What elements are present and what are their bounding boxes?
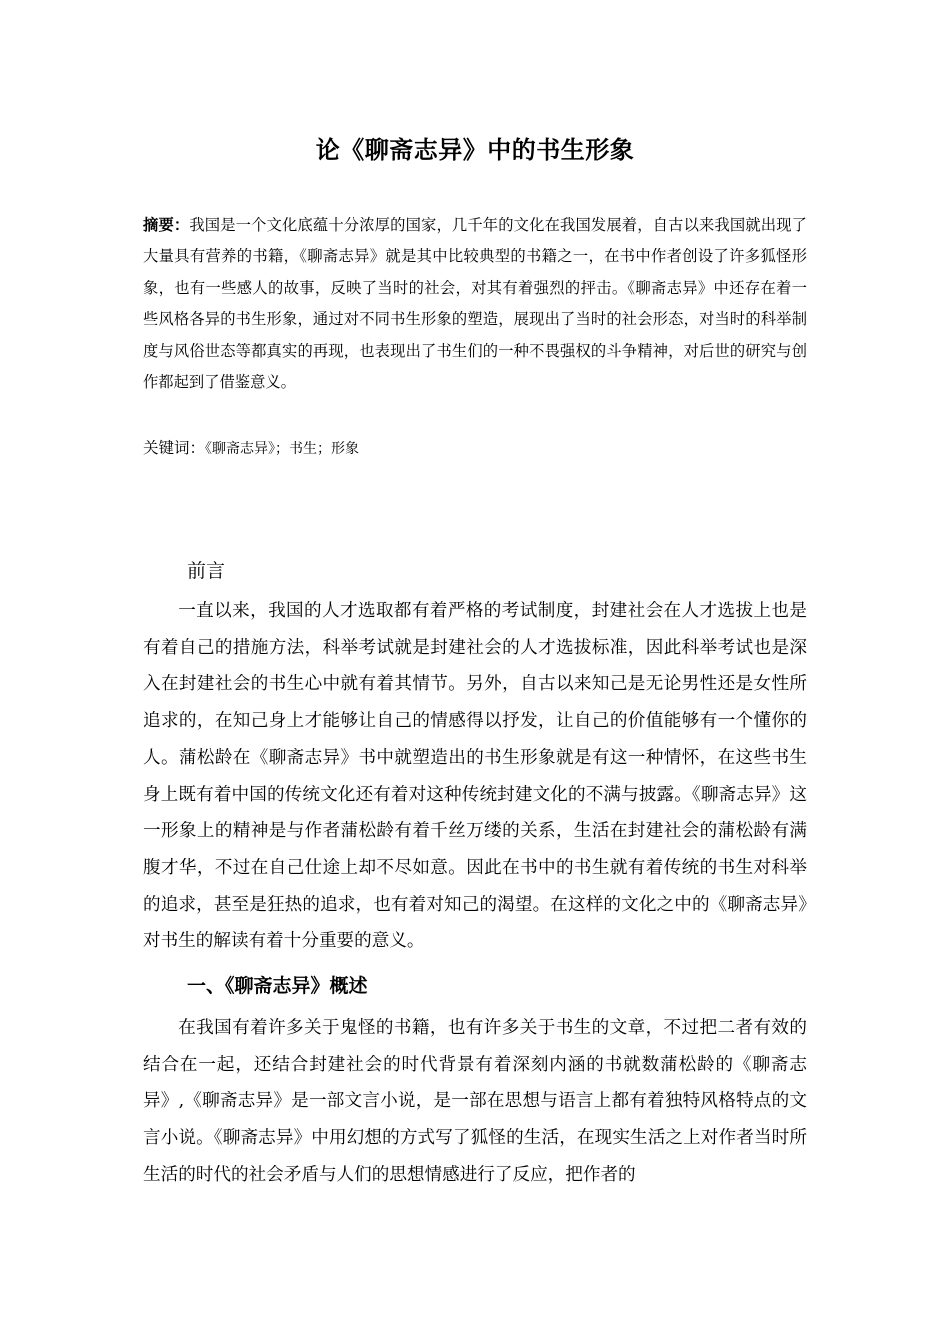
abstract-label: 摘要： <box>143 216 190 234</box>
abstract-block <box>143 210 807 398</box>
keywords-label: 关键词： <box>143 439 206 457</box>
keywords-block <box>143 433 807 464</box>
preface-heading: 前言 <box>187 560 226 582</box>
abstract-text: 我国是一个文化底蕴十分浓厚的国家，几千年的文化在我国发展着，自古以来我国就出现了大量具有营养的书籍，《聊斋志异》就是其中比较典型的书籍之一，在书中作者创设了许多狐怪形象，也有一些感人的故事，反映了当时的社会，对其有着强烈的抨击。《聊斋志异》中还存在着一些风格各异的书生形象，通过对不同书生形象的塑造，展现出了当时的社会形态，对当时的科举制度与风俗世态等都真实的再现，也表现出了书生们的一种不畏强权的斗争精神，对后世的研究与创作都起到了借鉴意义。 <box>143 216 807 392</box>
section1-heading: 一、《聊斋志异》概述 <box>187 975 368 997</box>
preface-paragraph: 一直以来，我国的人才选取都有着严格的考试制度，封建社会在人才选拔上也是有着自己的措施方法，科举考试就是封建社会的人才选拔标准，因此科举考试也是深入在封建社会的书生心中就有着其情节。另外，自古以来知己是无论男性还是女性所追求的，在知己身上才能够让自己的情感得以抒发，让自己的价值能够有一个懂你的人。蒲松龄在《聊斋志异》书中就塑造出的书生形象就是有这一种情怀，在这些书生身上既有着中国的传统文化还有着对这种传统封建文化的不满与披露。《聊斋志异》这一形象上的精神是与作者蒲松龄有着千丝万缕的关系，生活在封建社会的蒲松龄有满腹才华，不过在自己仕途上却不尽如意。因此在书中的书生就有着传统的书生对科举的追求，甚至是狂热的追求，也有着对知己的渴望。在这样的文化之中的《聊斋志异》对书生的解读有着十分重要的意义。 <box>143 601 807 952</box>
keywords-text: 《聊斋志异》；书生；形象 <box>205 441 360 457</box>
document-title: 论《聊斋志异》中的书生形象 <box>315 136 635 164</box>
section1-paragraph: 在我国有着许多关于鬼怪的书籍，也有许多关于书生的文章，不过把二者有效的结合在一起，还结合封建社会的时代背景有着深刻内涵的书就数蒲松龄的《聊斋志异》,《聊斋志异》是一部文言小说，是一部在思想与语言上都有着独特风格特点的文言小说。《聊斋志异》中用幻想的方式写了狐怪的生活，在现实生活之上对作者当时所生活的时代的社会矛盾与人们的思想情感进行了反应，把作者的 <box>143 1018 807 1185</box>
